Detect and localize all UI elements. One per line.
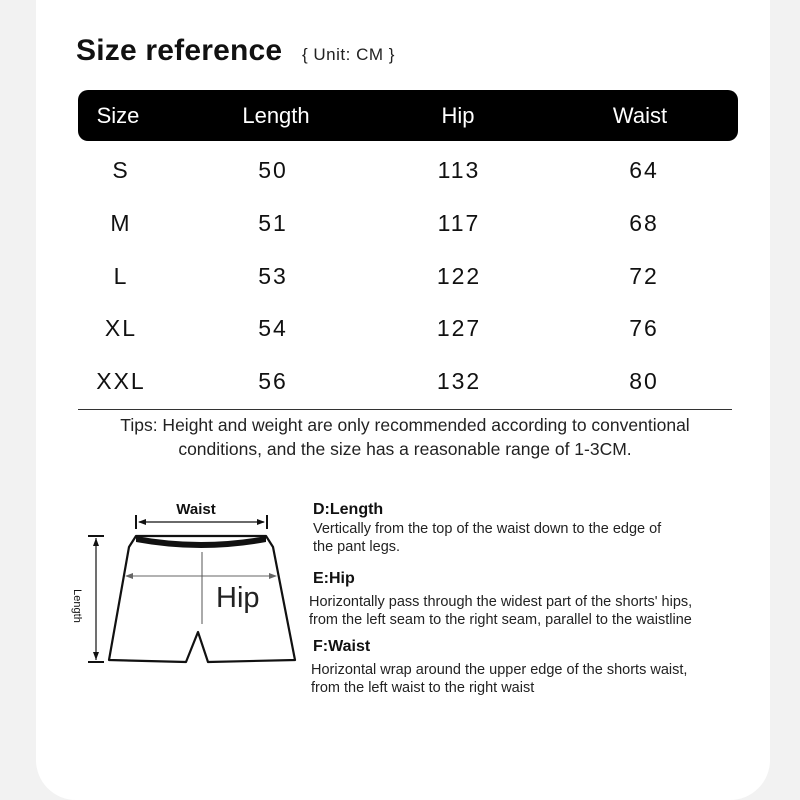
cell-size: M bbox=[110, 210, 132, 236]
cell-hip: 132 bbox=[436, 368, 482, 394]
cell-length: 53 bbox=[258, 263, 288, 289]
cell-waist: 68 bbox=[629, 210, 659, 236]
hip-label: Hip bbox=[216, 582, 260, 614]
definition-text-length bbox=[313, 520, 661, 556]
cell-size: XXL bbox=[96, 368, 146, 394]
cell-waist: 72 bbox=[629, 263, 659, 289]
length-arrowhead-bottom bbox=[93, 652, 99, 660]
cell-waist: 76 bbox=[629, 315, 659, 341]
length-arrowhead-top bbox=[93, 538, 99, 546]
cell-hip: 122 bbox=[436, 263, 482, 289]
cell-hip: 113 bbox=[437, 157, 481, 183]
cell-length: 51 bbox=[258, 210, 288, 236]
definition-title-waist: F:Waist bbox=[313, 638, 371, 655]
definition-line: Horizontally pass through the widest part of the shorts' hips, bbox=[309, 594, 693, 610]
tips-text bbox=[78, 413, 732, 461]
tips-line: conditions, and the size has a reasonable range of 1-3CM. bbox=[178, 439, 632, 459]
tips-line: Tips: Height and weight are only recommended according to conventional bbox=[120, 415, 690, 435]
definition-title-hip: E:Hip bbox=[313, 570, 355, 587]
length-label: Length bbox=[71, 589, 83, 623]
unit-label: { Unit: CM } bbox=[302, 45, 395, 64]
table-divider bbox=[78, 409, 732, 410]
header-waist: Waist bbox=[612, 103, 668, 128]
shorts-diagram bbox=[70, 492, 310, 682]
cell-hip: 117 bbox=[437, 210, 481, 236]
cell-size: L bbox=[113, 263, 129, 289]
definition-title-length: D:Length bbox=[313, 501, 384, 518]
cell-waist: 64 bbox=[629, 157, 659, 183]
definition-line: the pant legs. bbox=[313, 539, 401, 555]
cell-waist: 80 bbox=[629, 368, 659, 394]
header-size: Size bbox=[96, 103, 140, 128]
waist-label: Waist bbox=[176, 501, 216, 518]
cell-length: 50 bbox=[258, 157, 288, 183]
waist-arrowhead-left bbox=[138, 519, 146, 525]
cell-size: XL bbox=[104, 315, 138, 341]
definition-line: from the left waist to the right waist bbox=[311, 680, 535, 696]
header-hip: Hip bbox=[441, 103, 475, 128]
definition-text-waist bbox=[311, 661, 687, 697]
cell-length: 54 bbox=[258, 315, 288, 341]
waist-arrowhead-right bbox=[257, 519, 265, 525]
cell-hip: 127 bbox=[436, 315, 482, 341]
header-length: Length bbox=[242, 103, 310, 128]
definition-line: Horizontal wrap around the upper edge of the shorts waist, bbox=[311, 662, 688, 678]
definition-line: Vertically from the top of the waist down to the edge of bbox=[313, 521, 662, 537]
cell-length: 56 bbox=[258, 368, 288, 394]
page-title: Size reference bbox=[76, 34, 283, 67]
table-header bbox=[78, 90, 738, 141]
cell-size: S bbox=[112, 157, 130, 183]
definition-text-hip bbox=[309, 593, 692, 629]
definition-line: from the left seam to the right seam, parallel to the waistline bbox=[309, 612, 692, 628]
